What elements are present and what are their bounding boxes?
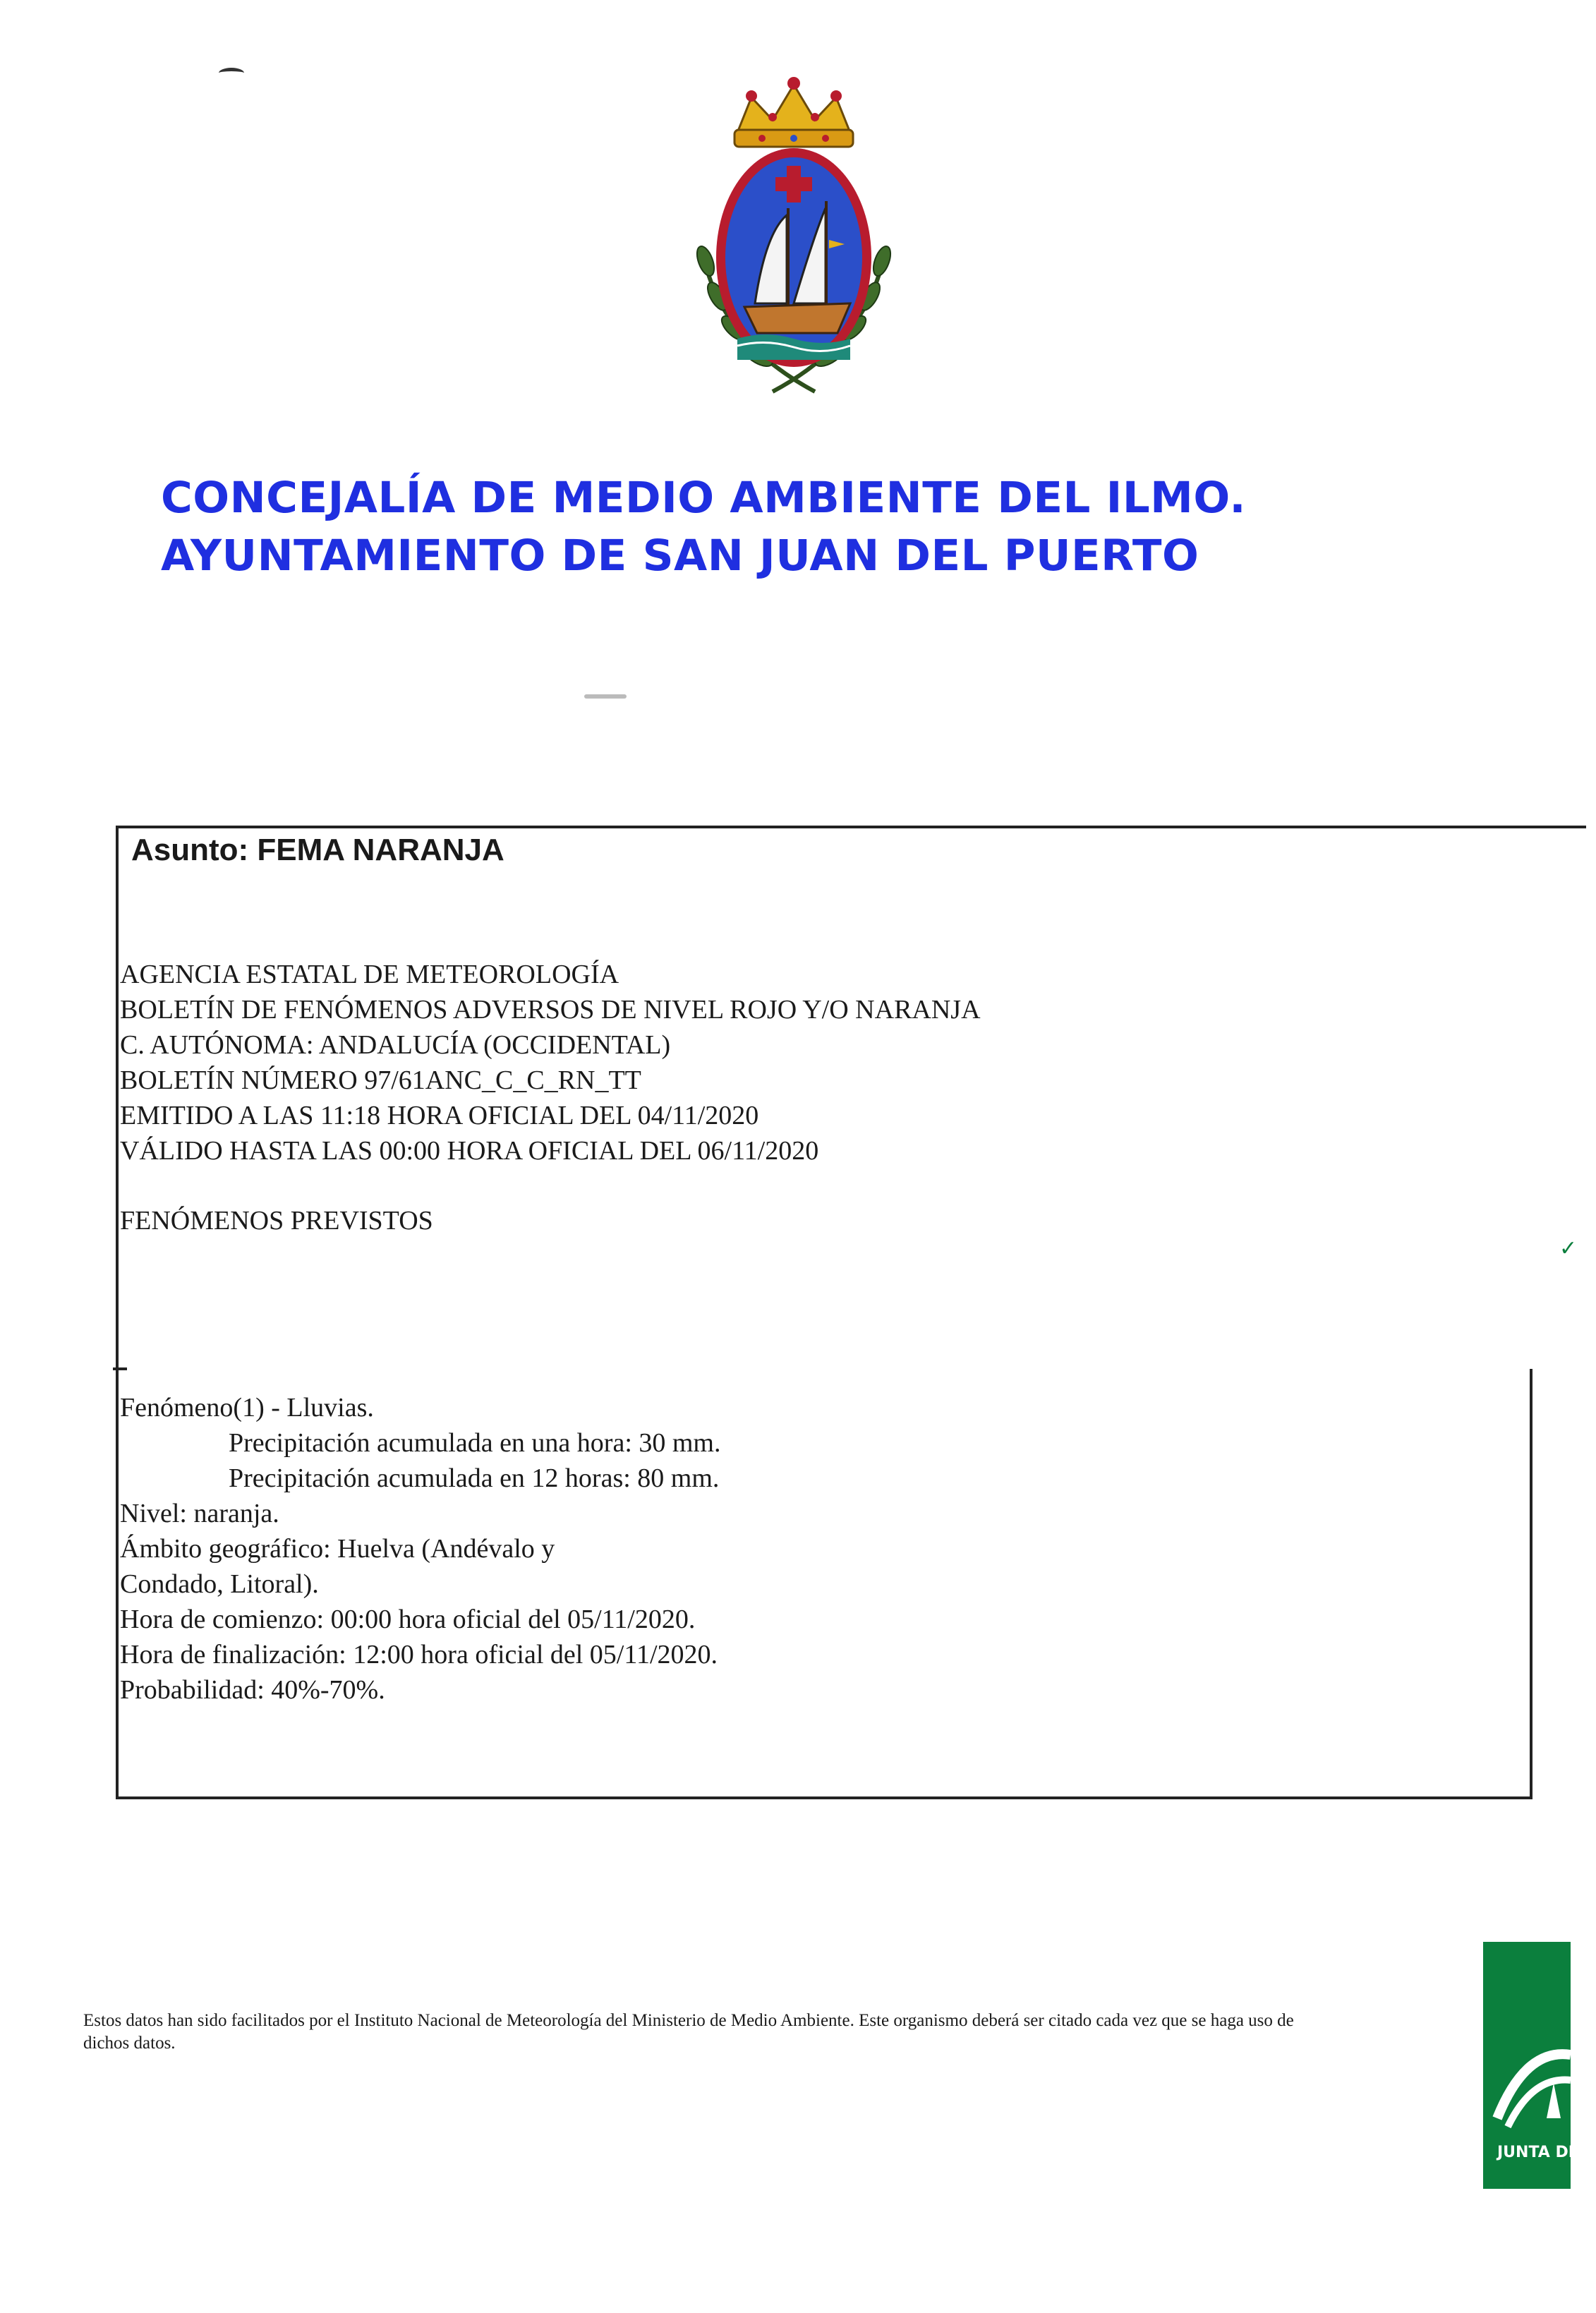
bulletin-header [120,957,981,1168]
probability: Probabilidad: 40%-70%. [120,1675,385,1705]
scan-mark [584,694,627,699]
page-title [161,469,1246,585]
title-line-1: CONCEJALÍA DE MEDIO AMBIENTE DEL ILMO. [161,473,1247,523]
section-heading: FENÓMENOS PREVISTOS [120,1206,433,1236]
subject-heading: Asunto: FEMA NARANJA [131,833,504,867]
level: Nivel: naranja. [120,1499,279,1528]
bulletin-line: BOLETÍN NÚMERO 97/61ANC_C_C_RN_TT [120,1065,641,1095]
green-check-mark: ✓ [1559,1237,1578,1260]
footer-note: Estos datos han sido facilitados por el Instituto Nacional de Meteorología del Ministerio de Medio Ambiente. Este organismo deberá ser citado cada vez que se haga uso de dichos datos. [83,2011,1294,2053]
title-line-2: AYUNTAMIENTO DE SAN JUAN DEL PUERTO [161,531,1199,581]
precipitation-12h: Precipitación acumulada en 12 horas: 80 mm. [229,1463,720,1493]
geographic-area: Ámbito geográfico: Huelva (Andévalo y [120,1534,555,1564]
phenomenon-details [120,1390,721,1708]
bulletin-line: BOLETÍN DE FENÓMENOS ADVERSOS DE NIVEL ROJO Y/O NARANJA [120,995,981,1025]
phenomenon-title: Fenómeno(1) - Lluvias. [120,1393,374,1423]
bulletin-line: C. AUTÓNOMA: ANDALUCÍA (OCCIDENTAL) [120,1030,671,1060]
coat-of-arms-icon [674,71,914,409]
bulletin-line: VÁLIDO HASTA LAS 00:00 HORA OFICIAL DEL 06/11/2020 [120,1136,819,1166]
precipitation-1h: Precipitación acumulada en una hora: 30 mm. [229,1428,721,1458]
crown-icon [734,77,853,147]
junta-logo [1483,1942,1596,2189]
geographic-area-cont: Condado, Litoral). [120,1569,319,1599]
scan-mark [219,68,244,78]
bulletin-line: AGENCIA ESTATAL DE METEOROLOGÍA [120,960,619,989]
bulletin-line: EMITIDO A LAS 11:18 HORA OFICIAL DEL 04/11/2020 [120,1101,759,1130]
junta-logo-text: JUNTA DE A [1497,2144,1596,2161]
end-time: Hora de finalización: 12:00 hora oficial del 05/11/2020. [120,1640,718,1669]
start-time: Hora de comienzo: 00:00 hora oficial del 05/11/2020. [120,1605,696,1634]
